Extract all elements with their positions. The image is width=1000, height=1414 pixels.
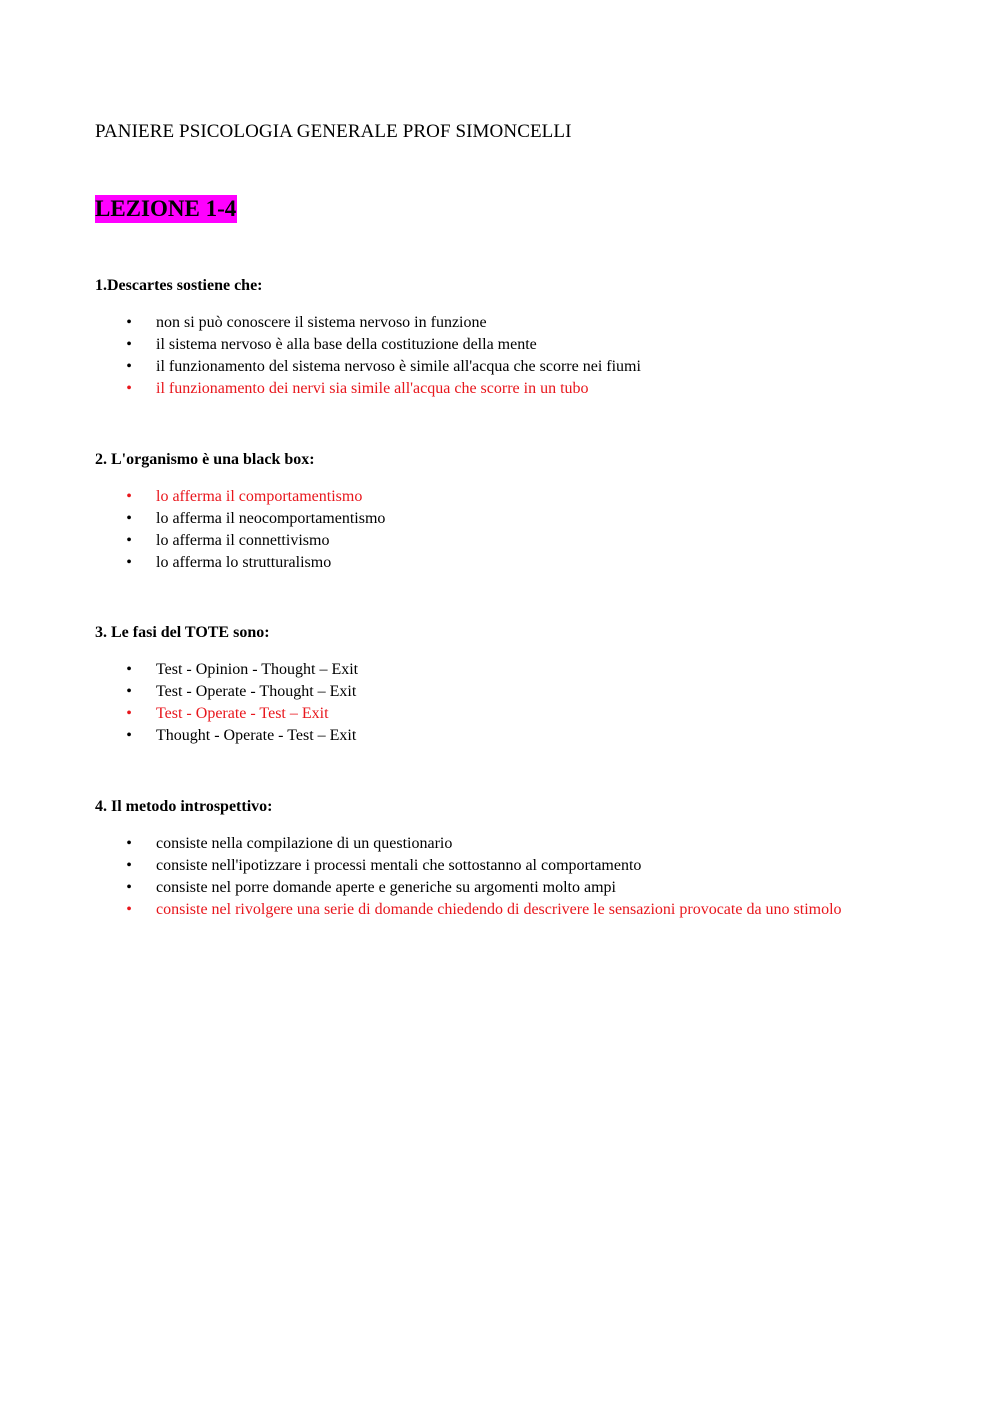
answer-option (95, 530, 955, 552)
bullet-icon: • (126, 532, 132, 549)
lesson-heading: LEZIONE 1-4 (95, 196, 237, 221)
answer-text: consiste nell'ipotizzare i processi mentali che sottostanno al comportamento (156, 857, 642, 874)
answer-text: consiste nella compilazione di un questionario (156, 835, 453, 852)
answer-option (95, 356, 955, 378)
bullet-icon: • (126, 661, 132, 678)
bullet-icon: • (126, 705, 132, 722)
question-text: 1.Descartes sostiene che: (95, 277, 263, 294)
answer-list (95, 486, 955, 574)
answer-text: consiste nel porre domande aperte e generiche su argomenti molto ampi (156, 879, 616, 896)
bullet-icon: • (126, 683, 132, 700)
answer-option (95, 659, 955, 681)
correct-answer-option (95, 378, 955, 400)
question-block (95, 797, 955, 921)
correct-answer-option (95, 703, 955, 725)
question-text: 3. Le fasi del TOTE sono: (95, 624, 270, 641)
bullet-icon: • (126, 554, 132, 571)
bullet-icon: • (126, 488, 132, 505)
answer-list (95, 659, 955, 747)
answer-text: consiste nel rivolgere una serie di domande chiedendo di descrivere le sensazioni provocate da uno stimolo (156, 901, 842, 918)
answer-list (95, 312, 955, 400)
answer-option (95, 877, 955, 899)
document-title: PANIERE PSICOLOGIA GENERALE PROF SIMONCELLI (95, 121, 572, 142)
answer-text: Test - Operate - Test – Exit (156, 705, 329, 722)
bullet-icon: • (126, 879, 132, 896)
answer-text: Test - Operate - Thought – Exit (156, 683, 357, 700)
answer-text: non si può conoscere il sistema nervoso in funzione (156, 314, 487, 331)
bullet-icon: • (126, 901, 132, 918)
bullet-icon: • (126, 380, 132, 397)
bullet-icon: • (126, 358, 132, 375)
answer-list (95, 833, 955, 921)
answer-text: Thought - Operate - Test – Exit (156, 727, 357, 744)
answer-option (95, 681, 955, 703)
answer-text: il sistema nervoso è alla base della costituzione della mente (156, 336, 537, 353)
answer-text: lo afferma lo strutturalismo (156, 554, 332, 571)
bullet-icon: • (126, 510, 132, 527)
answer-text: il funzionamento dei nervi sia simile all'acqua che scorre in un tubo (156, 380, 589, 397)
answer-option (95, 312, 955, 334)
correct-answer-option (95, 486, 955, 508)
question-block (95, 623, 955, 747)
answer-text: il funzionamento del sistema nervoso è simile all'acqua che scorre nei fiumi (156, 358, 641, 375)
answer-option (95, 334, 955, 356)
bullet-icon: • (126, 336, 132, 353)
answer-text: lo afferma il neocomportamentismo (156, 510, 386, 527)
question-text: 4. Il metodo introspettivo: (95, 798, 273, 815)
answer-text: lo afferma il comportamentismo (156, 488, 363, 505)
answer-text: Test - Opinion - Thought – Exit (156, 661, 359, 678)
bullet-icon: • (126, 314, 132, 331)
bullet-icon: • (126, 727, 132, 744)
answer-option (95, 552, 955, 574)
bullet-icon: • (126, 857, 132, 874)
answer-text: lo afferma il connettivismo (156, 532, 330, 549)
question-text: 2. L'organismo è una black box: (95, 451, 315, 468)
correct-answer-option (95, 899, 955, 921)
answer-option (95, 833, 955, 855)
answer-option (95, 855, 955, 877)
question-block (95, 450, 955, 574)
answer-option (95, 725, 955, 747)
bullet-icon: • (126, 835, 132, 852)
answer-option (95, 508, 955, 530)
question-block (95, 276, 955, 400)
